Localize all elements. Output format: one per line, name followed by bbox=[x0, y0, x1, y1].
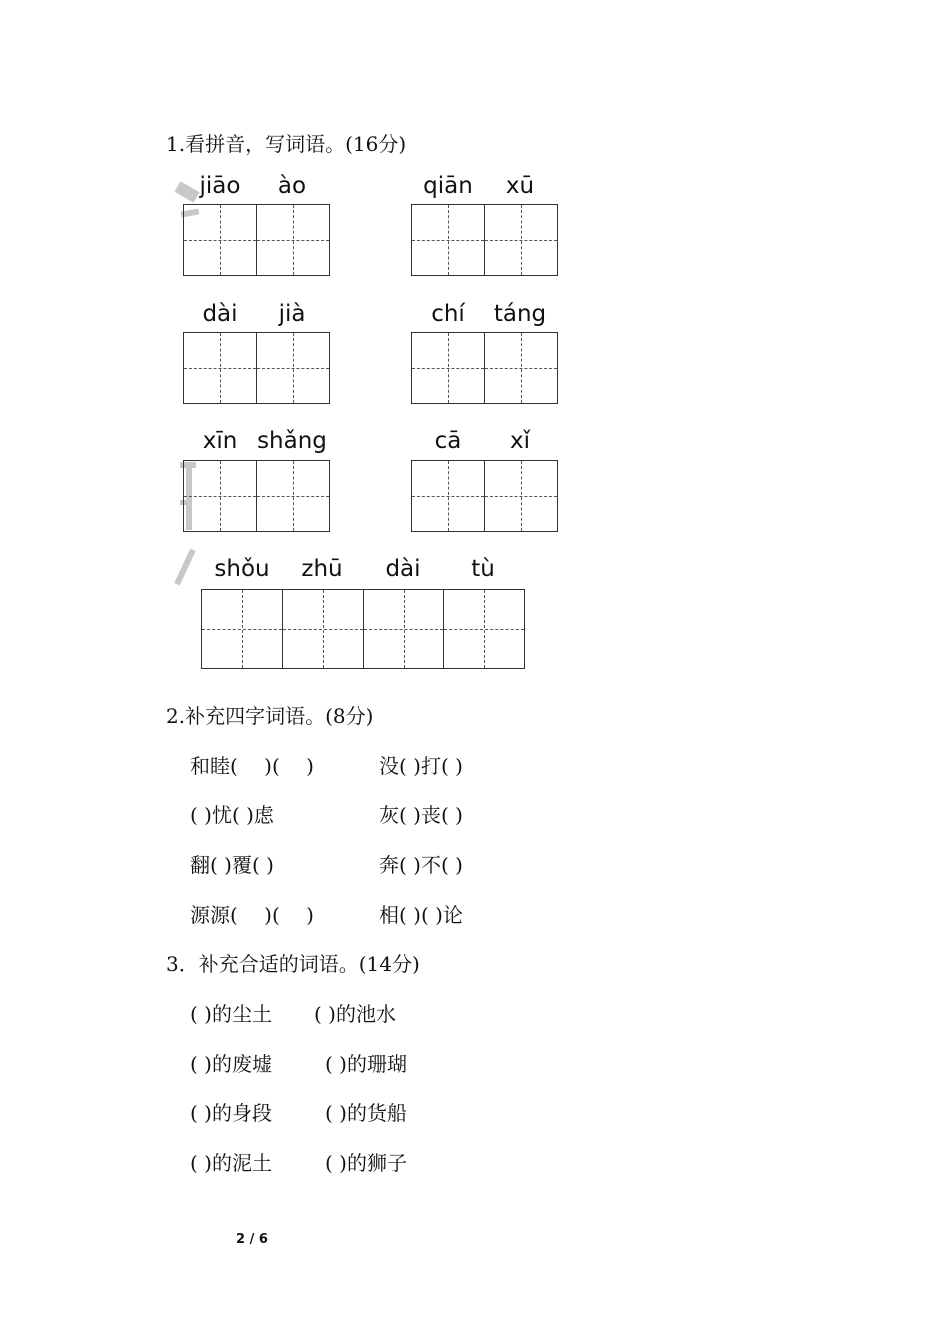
writing-cell[interactable] bbox=[412, 332, 485, 404]
phrase-blank: ( )的珊瑚 bbox=[325, 1052, 407, 1076]
writing-grid-ca-xi[interactable] bbox=[411, 460, 558, 532]
pinyin-syllable: cā bbox=[434, 428, 462, 454]
writing-cell[interactable] bbox=[444, 589, 525, 669]
phrase-blank: ( )的狮子 bbox=[325, 1151, 407, 1175]
phrase-blank: ( )的身段 bbox=[190, 1101, 272, 1125]
writing-cell[interactable] bbox=[257, 332, 330, 404]
idiom-blank: 没( )打( ) bbox=[379, 754, 463, 778]
writing-cell[interactable] bbox=[412, 460, 485, 532]
idiom-blank: 和睦( )( ) bbox=[190, 754, 314, 778]
idiom-blank: 源源( )( ) bbox=[190, 903, 314, 927]
q2-title: 2.补充四字词语。(8分) bbox=[166, 704, 374, 728]
writing-grid-jiao-ao[interactable] bbox=[183, 204, 330, 276]
pinyin-syllable: dài bbox=[385, 556, 421, 582]
pinyin-syllable: tù bbox=[471, 556, 495, 582]
pinyin-syllable: jià bbox=[278, 301, 306, 327]
writing-cell[interactable] bbox=[485, 204, 558, 276]
idiom-blank: 奔( )不( ) bbox=[379, 853, 463, 877]
pinyin-syllable: shǎng bbox=[257, 428, 327, 454]
pinyin-syllable: xū bbox=[505, 173, 535, 199]
pinyin-syllable: táng bbox=[493, 301, 547, 327]
writing-grid-dai-jia[interactable] bbox=[183, 332, 330, 404]
writing-grid-chi-tang[interactable] bbox=[411, 332, 558, 404]
writing-cell[interactable] bbox=[485, 332, 558, 404]
writing-cell[interactable] bbox=[283, 589, 364, 669]
pinyin-syllable: jiāo bbox=[199, 173, 241, 199]
phrase-blank: ( )的泥土 bbox=[190, 1151, 272, 1175]
idiom-blank: 灰( )丧( ) bbox=[379, 803, 463, 827]
pinyin-syllable: xīn bbox=[202, 428, 238, 454]
phrase-blank: ( )的废墟 bbox=[190, 1052, 272, 1076]
pinyin-syllable: shǒu bbox=[214, 556, 270, 582]
pinyin-syllable: dài bbox=[202, 301, 238, 327]
writing-cell[interactable] bbox=[364, 589, 444, 669]
phrase-blank: ( )的尘土 bbox=[190, 1002, 272, 1026]
pinyin-syllable: ào bbox=[277, 173, 307, 199]
writing-grid-qian-xu[interactable] bbox=[411, 204, 558, 276]
q3-title: 3．补充合适的词语。(14分) bbox=[166, 952, 420, 976]
idiom-blank: 相( )( )论 bbox=[379, 903, 463, 927]
pinyin-syllable: chí bbox=[431, 301, 465, 327]
writing-cell[interactable] bbox=[184, 332, 257, 404]
writing-cell[interactable] bbox=[412, 204, 485, 276]
phrase-blank: ( )的池水 bbox=[314, 1002, 396, 1026]
writing-cell[interactable] bbox=[485, 460, 558, 532]
phrase-blank: ( )的货船 bbox=[325, 1101, 407, 1125]
idiom-blank: ( )忧( )虑 bbox=[190, 803, 274, 827]
writing-cell[interactable] bbox=[184, 460, 257, 532]
pinyin-syllable: zhū bbox=[301, 556, 343, 582]
watermark-stroke bbox=[174, 549, 195, 586]
writing-grid-shou-zhu-dai-tu[interactable] bbox=[201, 589, 525, 669]
pinyin-syllable: qiān bbox=[423, 173, 473, 199]
writing-grid-xin-shang[interactable] bbox=[183, 460, 330, 532]
pinyin-syllable: xǐ bbox=[509, 428, 530, 454]
q1-title: 1.看拼音，写词语。(16分) bbox=[166, 132, 407, 156]
idiom-blank: 翻( )覆( ) bbox=[190, 853, 274, 877]
page-number: 2 / 6 bbox=[236, 1232, 268, 1247]
writing-cell[interactable] bbox=[184, 204, 257, 276]
writing-cell[interactable] bbox=[202, 589, 283, 669]
writing-cell[interactable] bbox=[257, 460, 330, 532]
writing-cell[interactable] bbox=[257, 204, 330, 276]
